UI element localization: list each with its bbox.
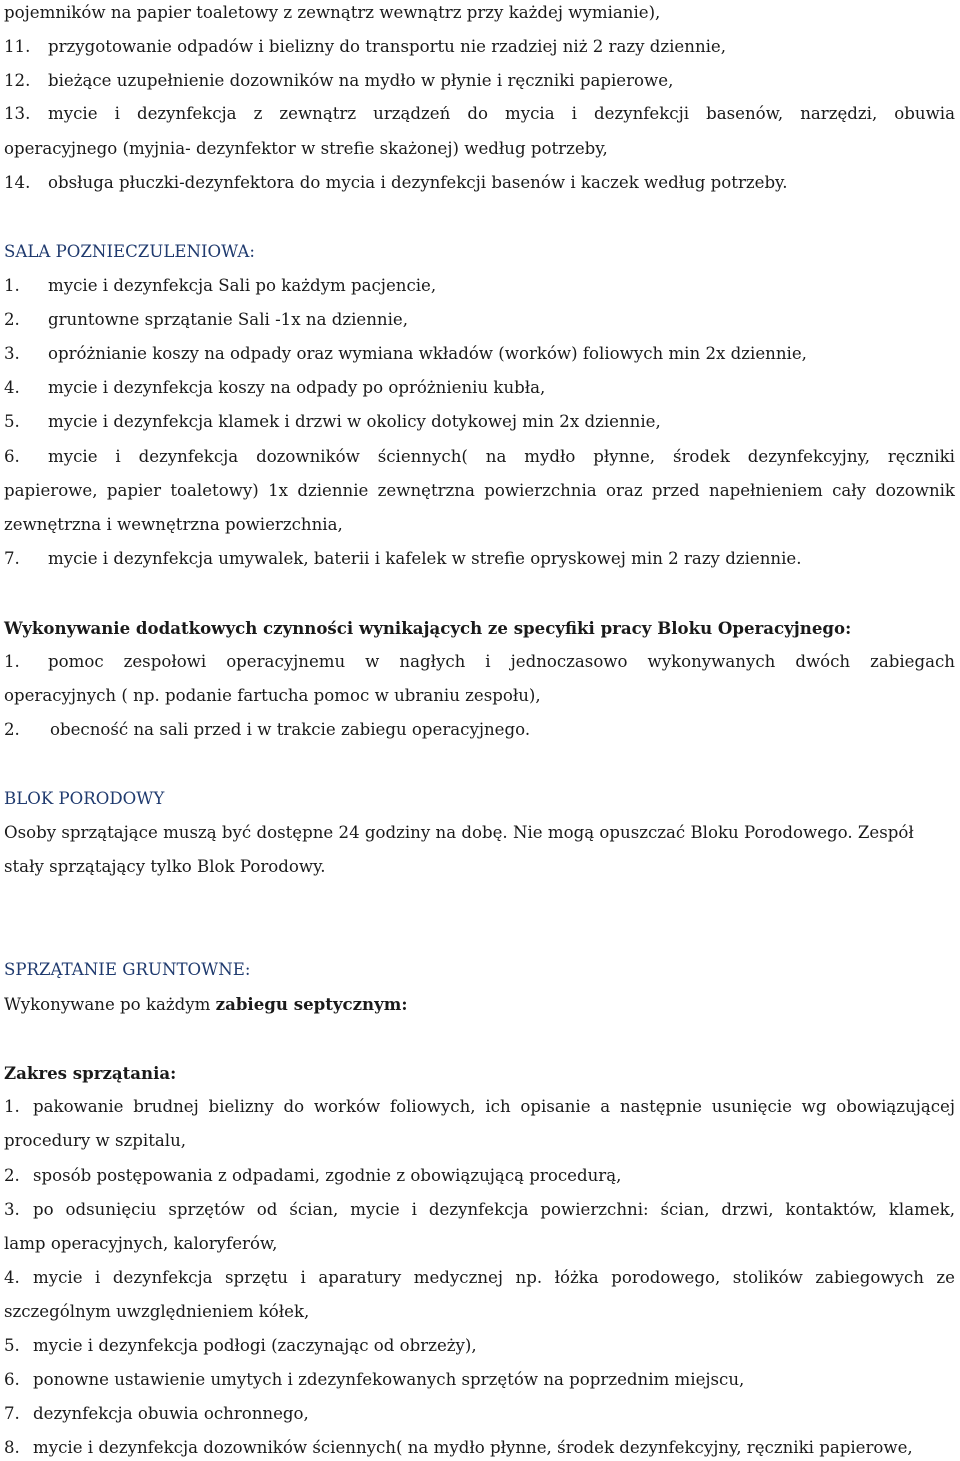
section-heading-sala: SALA POZNIECZULENIOWA: [4, 242, 255, 261]
list-item: 13. mycie i dezynfekcja z zewnątrz urządzeń do mycia i dezynfekcji basenów, narzędzi, obuwia [4, 104, 955, 123]
list-item-continuation: pojemników na papier toaletowy z zewnątrz wewnątrz przy każdej wymianie), [4, 3, 661, 22]
list-item: 6. ponowne ustawienie umytych i zdezynfekowanych sprzętów na poprzednim miejscu, [4, 1370, 745, 1389]
list-item: 3. opróżnianie koszy na odpady oraz wymiana wkładów (worków) foliowych min 2x dziennie, [4, 344, 807, 363]
list-item: 5. mycie i dezynfekcja klamek i drzwi w okolicy dotykowej min 2x dziennie, [4, 412, 661, 431]
section-heading-blok-porodowy: BLOK PORODOWY [4, 789, 165, 808]
list-item: 2. gruntowne sprzątanie Sali -1x na dziennie, [4, 310, 408, 329]
list-item: 2. obecność na sali przed i w trakcie zabiegu operacyjnego. [4, 720, 531, 739]
list-item-continuation: operacyjnego (myjnia- dezynfektor w strefie skażonej) według potrzeby, [4, 139, 608, 158]
list-item: 12. bieżące uzupełnienie dozowników na mydło w płynie i ręczniki papierowe, [4, 71, 674, 90]
list-item: 8. mycie i dezynfekcja dozowników ściennych( na mydło płynne, środek dezynfekcyjny, ręczniki papierowe, [4, 1438, 913, 1457]
list-item-continuation: operacyjnych ( np. podanie fartucha pomoc w ubraniu zespołu), [4, 686, 541, 705]
list-item: 7. mycie i dezynfekcja umywalek, baterii i kafelek w strefie opryskowej min 2 razy dziennie. [4, 549, 802, 568]
list-item-continuation: szczególnym uwzględnieniem kółek, [4, 1302, 310, 1321]
list-item: 7. dezynfekcja obuwia ochronnego, [4, 1404, 309, 1423]
list-item: 11. przygotowanie odpadów i bielizny do transportu nie rzadziej niż 2 razy dziennie, [4, 37, 727, 56]
list-item: 14. obsługa płuczki-dezynfektora do mycia i dezynfekcji basenów i kaczek według potrzeby. [4, 173, 788, 192]
list-item: 3. po odsunięciu sprzętów od ścian, mycie i dezynfekcja powierzchni: ścian, drzwi, kontaktów, klamek, [4, 1200, 955, 1219]
section-heading-dodatkowe: Wykonywanie dodatkowych czynności wynikających ze specyfiki pracy Bloku Operacyjnego: [4, 618, 852, 638]
list-item: 1. mycie i dezynfekcja Sali po każdym pacjencie, [4, 276, 437, 295]
section-heading-sprzatanie-gruntowne: SPRZĄTANIE GRUNTOWNE: [4, 960, 251, 979]
list-item: 6. mycie i dezynfekcja dozowników ściennych( na mydło płynne, środek dezynfekcyjny, ręczniki [4, 447, 955, 466]
list-item-continuation: procedury w szpitalu, [4, 1131, 187, 1150]
paragraph-line: stały sprzątający tylko Blok Porodowy. [4, 857, 326, 876]
list-item-continuation: papierowe, papier toaletowy) 1x dziennie zewnętrzna powierzchnia oraz przed napełnieniem cały dozownik [4, 481, 955, 500]
section-heading-zakres: Zakres sprzątania: [4, 1063, 177, 1083]
list-item: 2. sposób postępowania z odpadami, zgodnie z obowiązującą procedurą, [4, 1166, 622, 1185]
list-item-continuation: zewnętrzna i wewnętrzna powierzchnia, [4, 515, 343, 534]
paragraph-line: Osoby sprzątające muszą być dostępne 24 godziny na dobę. Nie mogą opuszczać Bloku Porodowego. Zespół [4, 823, 914, 842]
list-item: 4. mycie i dezynfekcja sprzętu i aparatury medycznej np. łóżka porodowego, stolików zabiegowych ze [4, 1268, 955, 1287]
paragraph-line: Wykonywane po każdym zabiegu septycznym: [4, 994, 408, 1014]
list-item: 4. mycie i dezynfekcja koszy na odpady po opróżnieniu kubła, [4, 378, 546, 397]
list-item: 1. pomoc zespołowi operacyjnemu w nagłych i jednoczasowo wykonywanych dwóch zabiegach [4, 652, 955, 671]
list-item: 5. mycie i dezynfekcja podłogi (zaczynając od obrzeży), [4, 1336, 477, 1355]
list-item: 1. pakowanie brudnej bielizny do worków foliowych, ich opisanie a następnie usunięcie wg obowiązującej [4, 1097, 955, 1116]
list-item-continuation: lamp operacyjnych, kaloryferów, [4, 1234, 278, 1253]
